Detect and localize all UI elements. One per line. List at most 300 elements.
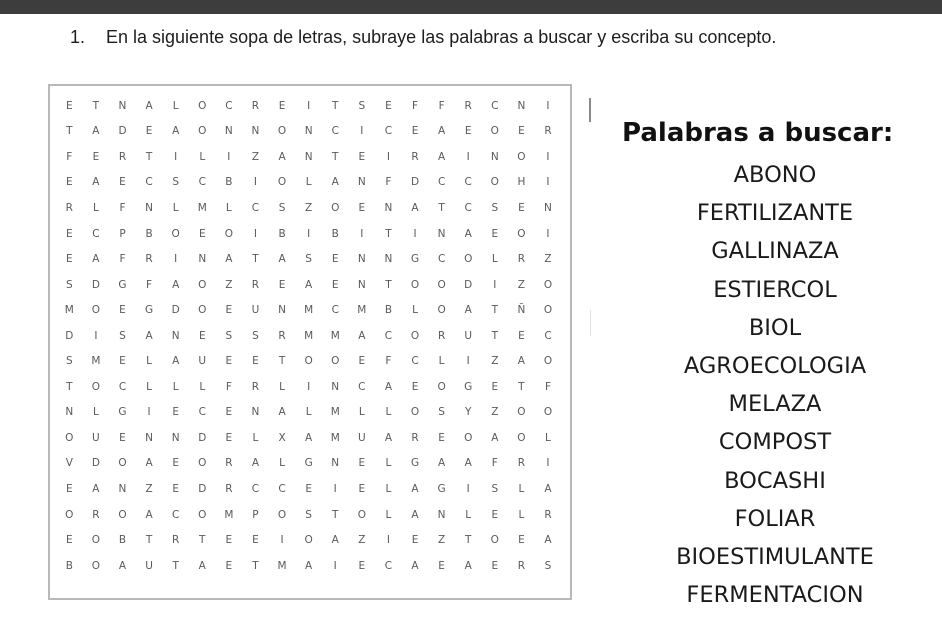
grid-cell: Z [517, 278, 525, 291]
grid-cell: G [410, 253, 420, 266]
grid-cell: O [437, 278, 446, 291]
word-list-item: AGROECOLOGIA [683, 352, 867, 379]
grid-cell: I [546, 150, 550, 163]
grid-cell: Z [491, 355, 499, 368]
grid-cell: M [277, 559, 287, 572]
grid-row [56, 144, 561, 170]
grid-cell: E [65, 534, 73, 547]
grid-cell: A [464, 457, 472, 470]
grid-cell: L [92, 406, 99, 419]
grid-cell: A [92, 253, 100, 266]
grid-cell: L [172, 380, 179, 393]
grid-cell: A [278, 150, 286, 163]
grid-cell: N [224, 125, 233, 138]
grid-cell: O [490, 125, 499, 138]
grid-cell: A [305, 559, 313, 572]
grid-cell: L [252, 431, 259, 444]
grid-cell: T [278, 355, 286, 368]
grid-cell: N [331, 380, 340, 393]
grid-cell: L [305, 176, 312, 189]
grid-cell: S [65, 355, 73, 368]
divider-faint [590, 310, 591, 336]
grid-cell: O [517, 406, 526, 419]
grid-cell: O [304, 355, 313, 368]
grid-cell: E [252, 534, 259, 547]
grid-cell: A [278, 406, 286, 419]
grid-cell: N [357, 176, 366, 189]
grid-cell: L [92, 201, 99, 214]
grid-cell: O [277, 508, 287, 521]
grid-cell: D [198, 431, 207, 444]
grid-cell: N [198, 253, 207, 266]
grid-cell: E [225, 406, 233, 419]
grid-cell: T [145, 150, 153, 163]
grid-cell: I [307, 227, 311, 240]
word-list-item: BOCASHI [724, 467, 826, 494]
grid-cell: R [411, 431, 419, 444]
grid-cell: O [304, 534, 313, 547]
word-list-item: BIOL [748, 314, 802, 341]
grid-cell: O [198, 304, 207, 317]
grid-cell: I [386, 150, 390, 163]
grid-cell: I [546, 176, 550, 189]
grid-cell: N [118, 99, 127, 112]
grid-cell: A [438, 125, 446, 138]
grid-cell: D [171, 304, 180, 317]
grid-cell: I [333, 559, 337, 572]
grid-cell: I [466, 355, 470, 368]
grid-cell: C [145, 176, 153, 189]
grid-cell: C [225, 99, 233, 112]
word-list-item: GALLINAZA [711, 238, 839, 265]
grid-cell: F [385, 176, 392, 189]
grid-cell: B [65, 559, 73, 572]
grid-cell: Z [491, 406, 499, 419]
grid-cell: N [304, 125, 313, 138]
grid-cell: C [198, 406, 206, 419]
grid-cell: E [278, 278, 286, 291]
grid-cell: S [119, 329, 126, 342]
grid-cell: N [304, 150, 313, 163]
grid-row [56, 323, 561, 349]
grid-cell: O [490, 176, 499, 189]
grid-cell: I [546, 457, 550, 470]
grid-cell: E [331, 253, 339, 266]
grid-cell: A [438, 457, 446, 470]
grid-row [56, 348, 561, 374]
grid-cell: E [198, 227, 206, 240]
grid-cell: R [118, 150, 127, 163]
grid-cell: U [251, 304, 260, 317]
grid-cell: E [119, 176, 126, 189]
grid-cell: O [198, 457, 207, 470]
grid-cell: T [332, 150, 339, 163]
grid-cell: A [145, 99, 153, 112]
top-bar [0, 0, 942, 14]
grid-cell: R [251, 99, 260, 112]
grid-cell: O [118, 508, 127, 521]
grid-cell: I [386, 534, 390, 547]
grid-cell: O [543, 278, 553, 291]
grid-cell: O [118, 457, 127, 470]
grid-cell: H [517, 176, 526, 189]
grid-cell: G [464, 380, 473, 393]
grid-cell: D [198, 482, 207, 495]
grid-cell: E [518, 534, 525, 547]
grid-cell: O [517, 227, 526, 240]
grid-cell: Y [464, 406, 472, 419]
grid-cell: R [92, 508, 100, 521]
grid-cell: A [305, 431, 313, 444]
grid-cell: Z [225, 278, 233, 291]
grid-row [56, 93, 561, 119]
grid-cell: N [171, 329, 180, 342]
grid-cell: I [94, 329, 98, 342]
grid-cell: R [517, 559, 526, 572]
grid-cell: T [332, 99, 339, 112]
grid-cell: A [464, 559, 472, 572]
grid-cell: M [330, 329, 340, 342]
grid-cell: C [437, 253, 446, 266]
grid-cell: U [357, 431, 366, 444]
grid-row [56, 502, 561, 528]
grid-cell: G [145, 304, 154, 317]
grid-cell: L [279, 380, 285, 393]
grid-cell: E [172, 457, 179, 470]
grid-cell: A [198, 559, 206, 572]
grid-cell: N [331, 457, 340, 470]
grid-cell: O [543, 355, 553, 368]
grid-cell: S [491, 201, 499, 214]
grid-cell: L [199, 380, 206, 393]
grid-cell: A [145, 329, 153, 342]
word-list [620, 156, 930, 614]
grid-cell: F [385, 355, 392, 368]
grid-row [56, 527, 561, 553]
grid-cell: G [118, 278, 127, 291]
grid-cell: I [466, 482, 470, 495]
grid-cell: B [384, 304, 393, 317]
grid-cell: E [411, 125, 419, 138]
grid-cell: A [118, 559, 127, 572]
grid-cell: O [91, 304, 101, 317]
grid-cell: D [464, 278, 473, 291]
grid-cell: O [91, 380, 101, 393]
grid-cell: T [491, 329, 498, 342]
grid-cell: I [413, 227, 417, 240]
grid-cell: R [225, 457, 233, 470]
grid-cell: G [437, 482, 446, 495]
grid-cell: O [543, 304, 553, 317]
grid-cell: G [304, 457, 313, 470]
grid-cell: O [277, 125, 287, 138]
grid-row [56, 553, 561, 579]
grid-cell: A [384, 431, 393, 444]
grid-cell: O [331, 201, 340, 214]
grid-cell: A [411, 482, 419, 495]
grid-cell: C [384, 329, 393, 342]
grid-cell: I [307, 99, 311, 112]
grid-cell: C [544, 329, 552, 342]
grid-cell: B [331, 227, 339, 240]
grid-cell: E [119, 431, 126, 444]
grid-row [56, 246, 561, 272]
grid-cell: L [358, 406, 365, 419]
grid-cell: O [65, 431, 74, 444]
grid-row [56, 297, 561, 323]
grid-row [56, 119, 561, 145]
grid-cell: N [278, 304, 286, 317]
grid-cell: N [65, 406, 74, 419]
word-list-item: COMPOST [718, 429, 832, 456]
grid-cell: E [225, 355, 233, 368]
grid-cell: B [145, 227, 153, 240]
grid-cell: O [198, 99, 207, 112]
grid-cell: E [358, 355, 366, 368]
grid-cell: I [227, 150, 231, 163]
grid-cell: A [411, 508, 419, 521]
grid-cell: E [358, 150, 366, 163]
grid-cell: I [147, 406, 151, 419]
grid-cell: A [225, 253, 233, 266]
grid-cell: F [411, 99, 419, 112]
grid-cell: O [410, 406, 420, 419]
grid-cell: O [198, 278, 207, 291]
grid-cell: A [305, 278, 313, 291]
grid-cell: C [384, 125, 393, 138]
grid-cell: E [119, 304, 126, 317]
grid-cell: A [92, 125, 100, 138]
grid-cell: S [358, 99, 366, 112]
grid-cell: T [438, 201, 445, 214]
grid-row [56, 195, 561, 221]
grid-cell: I [307, 380, 311, 393]
grid-cell: I [360, 125, 364, 138]
grid-cell: C [331, 304, 339, 317]
grid-cell: C [251, 482, 260, 495]
grid-cell: Z [438, 534, 446, 547]
grid-cell: L [438, 355, 445, 368]
word-list-item: FERMENTACION [686, 582, 864, 609]
grid-cell: I [546, 99, 550, 112]
grid-cell: N [384, 201, 393, 214]
grid-cell: D [91, 278, 100, 291]
grid-cell: E [411, 380, 419, 393]
grid-cell: R [145, 253, 153, 266]
grid-cell: C [172, 508, 180, 521]
grid-cell: E [65, 253, 73, 266]
grid-cell: O [410, 278, 420, 291]
grid-cell: R [172, 534, 180, 547]
grid-cell: T [172, 559, 179, 572]
divider [589, 98, 591, 122]
word-search-grid [56, 93, 561, 578]
grid-row [56, 374, 561, 400]
grid-cell: T [518, 380, 525, 393]
grid-cell: S [278, 201, 286, 214]
grid-cell: R [225, 482, 233, 495]
grid-cell: E [438, 559, 445, 572]
grid-cell: N [145, 201, 153, 214]
grid-cell: G [410, 457, 420, 470]
grid-cell: N [357, 253, 366, 266]
grid-cell: U [145, 559, 153, 572]
grid-cell: M [357, 304, 367, 317]
grid-cell: S [305, 508, 312, 521]
grid-cell: N [357, 278, 366, 291]
grid-cell: M [304, 329, 314, 342]
grid-cell: L [545, 431, 551, 444]
grid-cell: M [224, 508, 234, 521]
grid-cell: E [358, 201, 366, 214]
grid-cell: C [464, 201, 472, 214]
grid-cell: S [438, 406, 445, 419]
instruction-number: 1. [70, 27, 86, 47]
grid-cell: A [145, 457, 153, 470]
grid-cell: I [466, 150, 470, 163]
grid-cell: E [225, 431, 233, 444]
grid-cell: L [199, 150, 206, 163]
grid-cell: I [360, 227, 364, 240]
grid-cell: L [518, 508, 525, 521]
grid-cell: C [491, 99, 499, 112]
grid-cell: D [118, 125, 127, 138]
grid-cell: E [464, 125, 472, 138]
grid-cell: B [225, 176, 233, 189]
grid-cell: L [385, 482, 392, 495]
grid-cell: R [517, 457, 526, 470]
grid-cell: E [225, 304, 233, 317]
grid-cell: C [331, 125, 339, 138]
grid-cell: E [491, 508, 499, 521]
grid-cell: P [119, 227, 126, 240]
grid-cell: A [464, 227, 472, 240]
grid-cell: R [517, 253, 526, 266]
grid-cell: N [517, 99, 526, 112]
instruction [70, 26, 830, 49]
grid-cell: A [491, 431, 499, 444]
grid-cell: A [438, 150, 446, 163]
grid-row [56, 170, 561, 196]
grid-cell: A [145, 508, 153, 521]
grid-cell: D [65, 329, 74, 342]
grid-cell: C [358, 380, 366, 393]
grid-cell: A [92, 482, 100, 495]
grid-cell: F [438, 99, 445, 112]
grid-cell: E [518, 201, 525, 214]
grid-cell: I [493, 278, 497, 291]
grid-cell: L [172, 201, 179, 214]
grid-cell: F [491, 457, 498, 470]
grid-cell: O [464, 253, 473, 266]
grid-cell: N [437, 227, 446, 240]
grid-cell: T [66, 380, 73, 393]
grid-cell: N [384, 253, 393, 266]
grid-cell: O [410, 329, 420, 342]
grid-cell: E [305, 482, 312, 495]
grid-cell: O [490, 534, 499, 547]
grid-cell: U [464, 329, 473, 342]
grid-cell: Z [358, 534, 366, 547]
word-list-item: ABONO [733, 162, 817, 188]
grid-cell: Z [305, 201, 313, 214]
grid-cell: A [331, 176, 339, 189]
grid-cell: E [491, 559, 499, 572]
grid-cell: M [91, 355, 101, 368]
grid-cell: E [491, 380, 499, 393]
grid-cell: O [198, 508, 207, 521]
grid-cell: E [518, 329, 525, 342]
grid-cell: P [252, 508, 259, 521]
grid-cell: L [385, 508, 392, 521]
grid-cell: S [172, 176, 179, 189]
grid-cell: C [278, 482, 286, 495]
grid-cell: O [65, 508, 74, 521]
word-list-title: Palabras a buscar: [622, 118, 894, 148]
grid-cell: E [358, 559, 366, 572]
grid-cell: R [464, 99, 472, 112]
grid-cell: C [251, 201, 260, 214]
word-list-item: FERTILIZANTE [696, 200, 854, 227]
grid-cell: E [65, 482, 73, 495]
grid-cell: E [92, 150, 100, 163]
grid-cell: L [146, 380, 152, 393]
grid-cell: N [171, 431, 180, 444]
grid-cell: Z [251, 150, 260, 163]
grid-cell: C [92, 227, 100, 240]
grid-cell: O [437, 380, 446, 393]
grid-cell: O [464, 431, 473, 444]
grid-cell: M [330, 431, 340, 444]
grid-cell: O [277, 176, 287, 189]
word-list-item: ESTIERCOL [713, 276, 837, 303]
grid-cell: M [330, 406, 340, 419]
grid-cell: R [544, 508, 552, 521]
grid-cell: O [91, 534, 101, 547]
grid-cell: L [279, 457, 285, 470]
grid-cell: L [225, 201, 232, 214]
grid-cell: N [544, 201, 552, 214]
instruction-text: En la siguiente sopa de letras, subraye las palabras a buscar y escriba su concepto. [106, 27, 777, 47]
grid-cell: T [385, 227, 392, 240]
grid-cell: T [199, 534, 206, 547]
grid-cell: I [253, 176, 257, 189]
grid-cell: S [252, 329, 259, 342]
grid-cell: S [225, 329, 233, 342]
grid-cell: E [278, 99, 286, 112]
grid-cell: F [119, 201, 126, 214]
grid-cell: E [411, 534, 419, 547]
grid-cell: I [280, 534, 284, 547]
grid-cell: L [412, 304, 418, 317]
grid-cell: V [65, 457, 73, 470]
grid-cell: O [171, 227, 180, 240]
grid-cell: E [172, 482, 179, 495]
grid-cell: A [172, 278, 180, 291]
grid-cell: O [224, 227, 233, 240]
grid-cell: F [544, 380, 551, 393]
grid-cell: N [118, 482, 127, 495]
grid-cell: E [225, 534, 233, 547]
grid-cell: B [278, 227, 286, 240]
grid-cell: L [305, 406, 312, 419]
grid-cell: A [384, 380, 393, 393]
grid-cell: F [119, 253, 126, 266]
grid-cell: S [491, 482, 499, 495]
grid-cell: C [384, 559, 393, 572]
grid-cell: E [65, 99, 73, 112]
grid-cell: S [544, 559, 552, 572]
